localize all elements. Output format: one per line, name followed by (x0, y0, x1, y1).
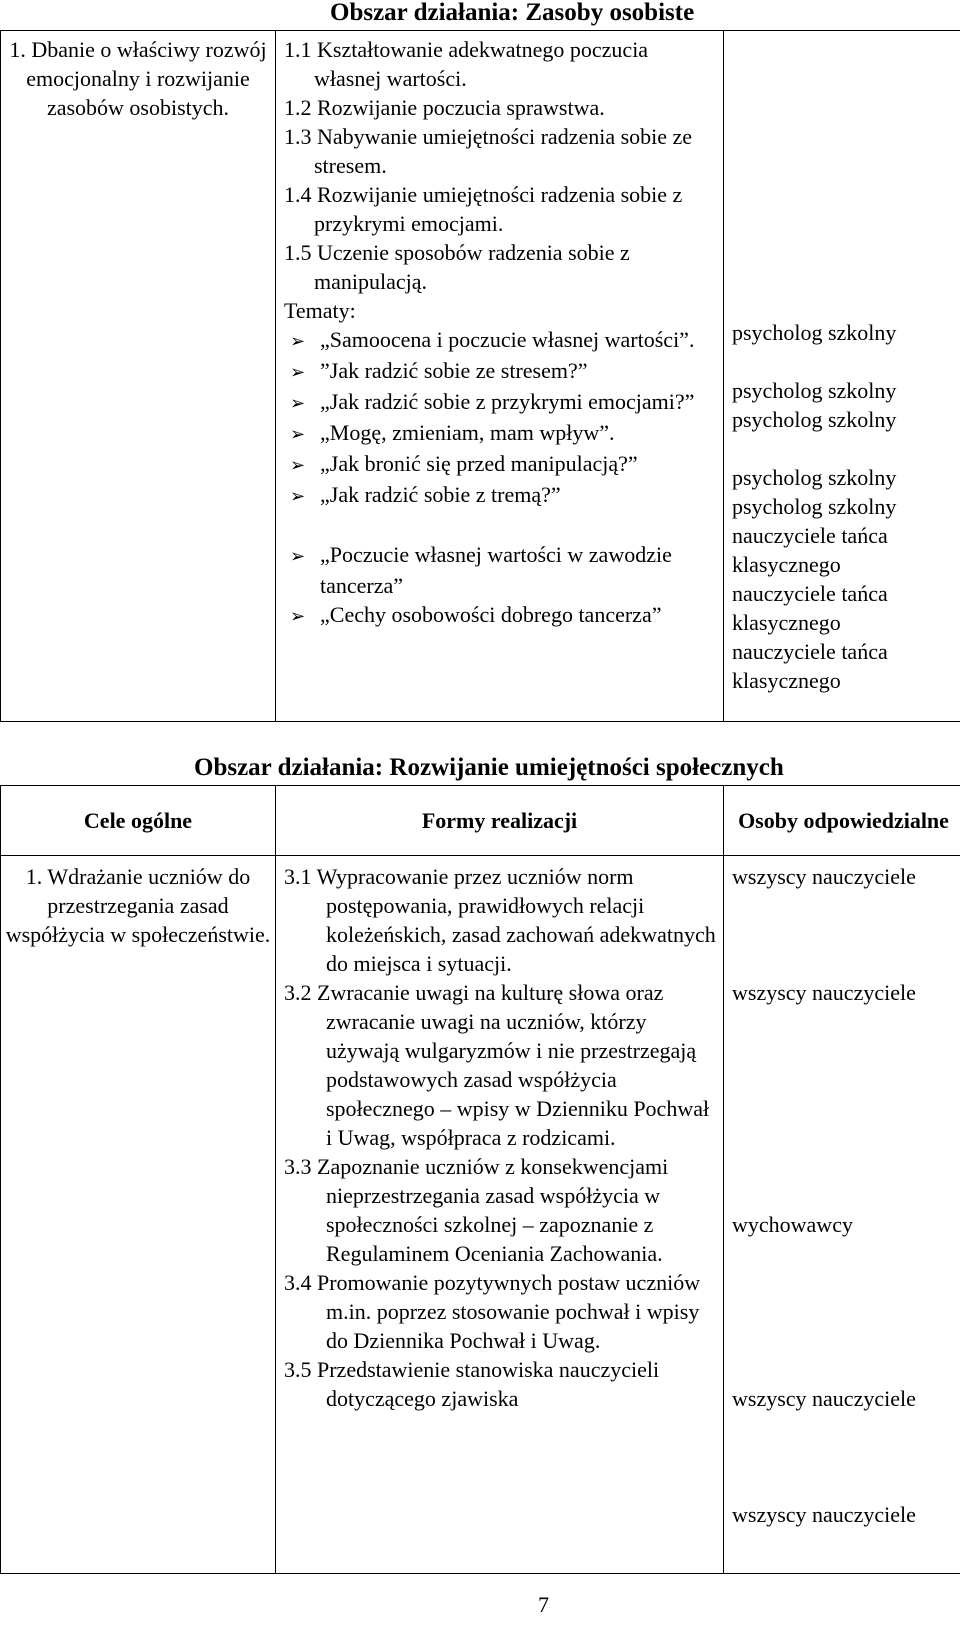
header-responsible: Osoby odpowiedzialne (724, 786, 960, 856)
arrow-bullet-icon: ➢ (290, 331, 306, 351)
arrow-bullet-icon: ➢ (290, 546, 306, 566)
goal-cell (1, 856, 276, 1574)
form-item: 3.4 Promowanie pozytywnych postaw uczniów m.in. poprzez stosowanie pochwał i wpisy do Dziennika Pochwał i Uwag. (284, 1270, 701, 1353)
responsible-item: wszyscy nauczyciele (732, 864, 916, 889)
topic-item: ➢ „Cechy osobowości dobrego tancerza” (284, 600, 719, 631)
goal-text: 1. Wdrażanie uczniów do przestrzegania zasad współżycia w społeczeństwie. (5, 864, 271, 947)
section1-table (0, 30, 960, 722)
responsible-item: wszyscy nauczyciele (732, 980, 916, 1005)
topic-item: ➢ „Jak radzić sobie z przykrymi emocjami?” (284, 387, 719, 418)
form-item: 1.1 Kształtowanie adekwatnego poczucia własnej wartości. (284, 37, 649, 91)
topic-item: ➢ „Poczucie własnej wartości w zawodzie tancerza” (284, 540, 719, 600)
responsible-item: nauczyciele tańca klasycznego (732, 581, 888, 635)
responsible-item: wszyscy nauczyciele (732, 1386, 916, 1411)
arrow-bullet-icon: ➢ (290, 362, 306, 382)
form-item: 1.4 Rozwijanie umiejętności radzenia sobie z przykrymi emocjami. (284, 182, 683, 236)
topic-item: ➢ „Jak bronić się przed manipulacją?” (284, 449, 719, 480)
header-goals: Cele ogólne (1, 786, 276, 856)
topic-item: ➢ „Mogę, zmieniam, mam wpływ”. (284, 418, 719, 449)
responsible-item: nauczyciele tańca klasycznego (732, 639, 888, 693)
form-item: 1.3 Nabywanie umiejętności radzenia sobie ze stresem. (284, 124, 693, 178)
responsible-item: nauczyciele tańca klasycznego (732, 523, 888, 577)
section2-table (0, 785, 960, 1574)
form-item: 3.1 Wypracowanie przez uczniów norm postępowania, prawidłowych relacji koleżeńskich, zasad zachowań adekwatnych do miejsca i sytuacji. (284, 864, 716, 976)
form-item: 3.2 Zwracanie uwagi na kulturę słowa oraz zwracanie uwagi na uczniów, którzy używają wulgaryzmów i nie przestrzegają podstawowych zasad współżycia społecznego – wpisy w Dzienniku Pochwał i Uwag, współpraca z rodzicami. (284, 980, 710, 1150)
section-title: Obszar działania: Zasoby osobiste (330, 0, 695, 26)
form-item: 3.5 Przedstawienie stanowiska nauczycieli dotyczącego zjawiska (284, 1357, 660, 1411)
responsible-item: wszyscy nauczyciele (732, 1502, 916, 1527)
topics-label: Tematy: (284, 298, 356, 323)
arrow-bullet-icon: ➢ (290, 486, 306, 506)
goal-text: 1. Dbanie o właściwy rozwój emocjonalny i rozwijanie zasobów osobistych. (9, 37, 267, 120)
form-item: 1.5 Uczenie sposobów radzenia sobie z manipulacją. (284, 240, 630, 294)
responsible-item: psycholog szkolny (732, 494, 897, 519)
page-number: 7 (538, 1592, 549, 1617)
responsible-cell (724, 856, 960, 1574)
responsible-item: wychowawcy (732, 1212, 853, 1237)
forms-cell (276, 31, 724, 722)
responsible-cell (724, 31, 960, 722)
forms-cell (276, 856, 724, 1574)
arrow-bullet-icon: ➢ (290, 455, 306, 475)
form-item: 1.2 Rozwijanie poczucia sprawstwa. (284, 95, 605, 120)
form-item: 3.3 Zapoznanie uczniów z konsekwencjami nieprzestrzegania zasad współżycia w społeczności szkolnej – zapoznanie z Regulaminem Oceniania Zachowania. (284, 1154, 669, 1266)
topic-item: ➢ ”Jak radzić sobie ze stresem?” (284, 356, 719, 387)
section-title: Obszar działania: Rozwijanie umiejętności społecznych (194, 754, 784, 781)
topic-item: ➢ „Samoocena i poczucie własnej wartości”. (284, 325, 719, 356)
arrow-bullet-icon: ➢ (290, 393, 306, 413)
responsible-item: psycholog szkolny (732, 465, 897, 490)
arrow-bullet-icon: ➢ (290, 606, 306, 626)
arrow-bullet-icon: ➢ (290, 424, 306, 444)
responsible-item: psycholog szkolny (732, 378, 897, 403)
responsible-item: psycholog szkolny (732, 407, 897, 432)
responsible-item: psycholog szkolny (732, 320, 897, 345)
header-forms: Formy realizacji (276, 786, 724, 856)
goal-cell (1, 31, 276, 722)
topic-item: ➢ „Jak radzić sobie z tremą?” (284, 480, 719, 511)
